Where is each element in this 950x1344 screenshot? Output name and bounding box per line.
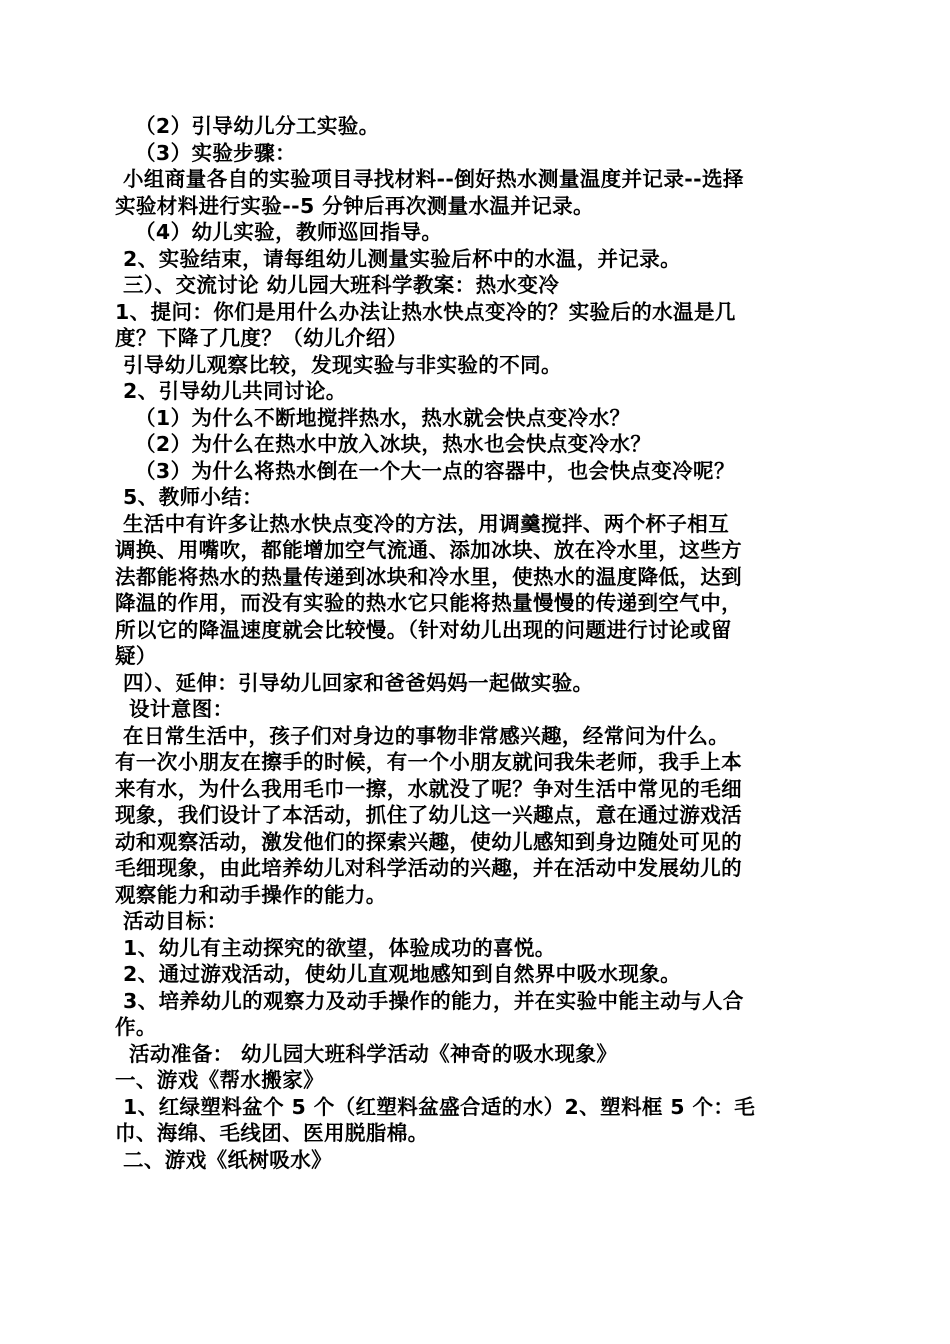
text-line: （3）为什么将热水倒在一个大一点的容器中，也会快点变冷呢？ <box>135 458 735 483</box>
text-line: （4）幼儿实验，教师巡回指导。 <box>135 220 443 244</box>
text-line: 现象，我们设计了本活动，抓住了幼儿这一兴趣点，意在通过游戏活 <box>115 803 742 827</box>
text-line: （2）引导幼儿分工实验。 <box>135 114 380 138</box>
text-line: 生活中有许多让热水快点变冷的方法，用调羹搅拌、两个杯子相互 <box>123 511 730 536</box>
text-line: 设计意图： <box>129 697 234 721</box>
text-line: （3）实验步骤： <box>135 140 296 165</box>
text-line: 1、幼儿有主动探究的欲望，体验成功的喜悦。 <box>123 935 556 960</box>
text-line: 在日常生活中，孩子们对身边的事物非常感兴趣，经常问为什么。 <box>123 723 730 748</box>
text-line: 引导幼儿观察比较，发现实验与非实验的不同。 <box>123 352 562 377</box>
text-line: 所以它的降温速度就会比较慢。（针对幼儿出现的问题进行讨论或留 <box>115 617 732 642</box>
text-line: 实验材料进行实验--5 分钟后再次测量水温并记录。 <box>115 193 594 218</box>
text-line: 2、通过游戏活动，使幼儿直观地感知到自然界中吸水现象。 <box>123 962 682 986</box>
text-line: 观察能力和动手操作的能力。 <box>115 882 387 907</box>
text-line: （1）为什么不断地搅拌热水，热水就会快点变冷水？ <box>135 405 631 430</box>
text-line: 2、引导幼儿共同讨论。 <box>123 379 347 403</box>
text-line: 降温的作用，而没有实验的热水它只能将热量慢慢的传递到空气中， <box>115 591 742 615</box>
text-line: 毛细现象，由此培养幼儿对科学活动的兴趣，并在活动中发展幼儿的 <box>115 856 742 880</box>
text-line: 动和观察活动，激发他们的探索兴趣，使幼儿感知到身边随处可见的 <box>115 829 742 854</box>
text-line: 作。 <box>115 1015 157 1039</box>
text-line: 活动准备： 幼儿园大班科学活动《神奇的吸水现象》 <box>129 1041 618 1066</box>
text-line: （2）为什么在热水中放入冰块，热水也会快点变冷水？ <box>135 432 652 456</box>
text-line: 调换、用嘴吹，都能增加空气流通、添加冰块、放在冷水里，这些方 <box>115 538 742 562</box>
text-line: 2、实验结束，请每组幼儿测量实验后杯中的水温，并记录。 <box>123 246 682 271</box>
text-line: 活动目标： <box>123 909 228 933</box>
text-line: 疑） <box>115 644 157 668</box>
text-line: 二、游戏《纸树吸水》 <box>123 1147 332 1172</box>
text-line: 1、提问：你们是用什么办法让热水快点变冷的？实验后的水温是几 <box>115 299 736 324</box>
text-line: 3、培养幼儿的观察力及动手操作的能力，并在实验中能主动与人合 <box>123 988 744 1013</box>
text-line: 1、红绿塑料盆个 5 个（红塑料盆盛合适的水）2、塑料框 5 个：毛 <box>123 1094 756 1119</box>
text-line: 度？下降了几度？（幼儿介绍） <box>115 326 408 350</box>
text-line: 有一次小朋友在擦手的时候，有一个小朋友就问我朱老师，我手上本 <box>115 750 742 774</box>
text-line: 法都能将热水的热量传递到冰块和冷水里，使热水的温度降低，达到 <box>115 564 742 589</box>
text-line: 四）、延伸：引导幼儿回家和爸爸妈妈一起做实验。 <box>123 670 594 695</box>
text-line: 三）、交流讨论 幼儿园大班科学教案：热水变冷 <box>123 273 560 297</box>
text-line: 巾、海绵、毛线团、医用脱脂棉。 <box>115 1121 429 1145</box>
text-line: 一、游戏《帮水搬家》 <box>115 1068 324 1092</box>
text-line: 小组商量各自的实验项目寻找材料--倒好热水测量温度并记录--选择 <box>123 167 744 191</box>
document-page <box>115 113 835 1173</box>
text-line: 来有水，为什么我用毛巾一擦，水就没了呢？争对生活中常见的毛细 <box>115 776 742 801</box>
text-line: 5、教师小结： <box>123 485 264 509</box>
